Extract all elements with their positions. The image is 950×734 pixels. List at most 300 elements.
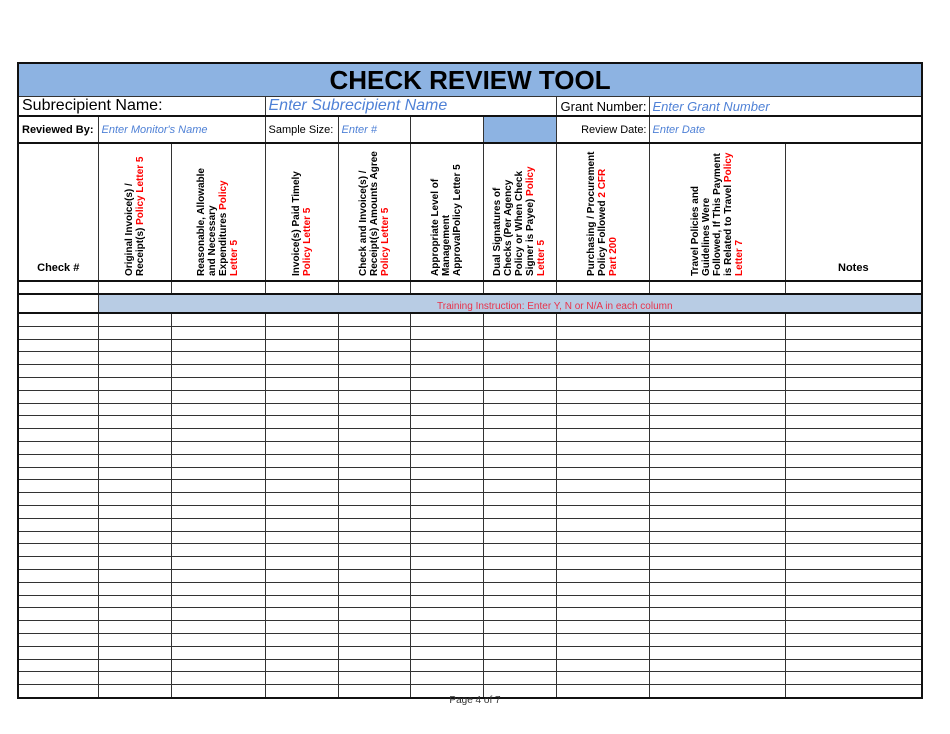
cell-paid-timely[interactable]	[265, 633, 338, 646]
cell-paid-timely[interactable]	[265, 518, 338, 531]
cell-original-invoice[interactable]	[98, 441, 171, 454]
cell-original-invoice[interactable]	[98, 672, 171, 685]
cell-travel[interactable]	[649, 339, 785, 352]
cell[interactable]	[556, 281, 649, 294]
cell-original-invoice[interactable]	[98, 377, 171, 390]
cell-travel[interactable]	[649, 633, 785, 646]
cell-amounts-agree[interactable]	[338, 454, 410, 467]
cell-travel[interactable]	[649, 569, 785, 582]
cell-procurement[interactable]	[556, 621, 649, 634]
cell-check-number[interactable]	[18, 365, 98, 378]
cell-procurement[interactable]	[556, 595, 649, 608]
cell-paid-timely[interactable]	[265, 429, 338, 442]
cell-paid-timely[interactable]	[265, 569, 338, 582]
cell-reasonable[interactable]	[171, 365, 265, 378]
cell-management-approval[interactable]	[410, 480, 483, 493]
cell-amounts-agree[interactable]	[338, 531, 410, 544]
cell-procurement[interactable]	[556, 544, 649, 557]
cell-check-number[interactable]	[18, 480, 98, 493]
cell-notes[interactable]	[785, 569, 922, 582]
cell-check-number[interactable]	[18, 339, 98, 352]
reviewed-by-input[interactable]: Enter Monitor's Name	[98, 116, 265, 143]
cell-check-number[interactable]	[18, 352, 98, 365]
cell-travel[interactable]	[649, 493, 785, 506]
cell-amounts-agree[interactable]	[338, 544, 410, 557]
cell-reasonable[interactable]	[171, 377, 265, 390]
cell-management-approval[interactable]	[410, 531, 483, 544]
cell-dual-signatures[interactable]	[483, 390, 556, 403]
cell-dual-signatures[interactable]	[483, 646, 556, 659]
cell-notes[interactable]	[785, 633, 922, 646]
cell-procurement[interactable]	[556, 531, 649, 544]
cell-travel[interactable]	[649, 480, 785, 493]
cell-management-approval[interactable]	[410, 454, 483, 467]
cell-check-number[interactable]	[18, 659, 98, 672]
cell-original-invoice[interactable]	[98, 352, 171, 365]
cell-reasonable[interactable]	[171, 352, 265, 365]
cell-dual-signatures[interactable]	[483, 326, 556, 339]
cell-paid-timely[interactable]	[265, 582, 338, 595]
cell-dual-signatures[interactable]	[483, 339, 556, 352]
cell-notes[interactable]	[785, 377, 922, 390]
cell-paid-timely[interactable]	[265, 313, 338, 326]
cell-amounts-agree[interactable]	[338, 646, 410, 659]
cell-paid-timely[interactable]	[265, 544, 338, 557]
cell-notes[interactable]	[785, 467, 922, 480]
cell-reasonable[interactable]	[171, 480, 265, 493]
cell[interactable]	[483, 281, 556, 294]
cell-notes[interactable]	[785, 339, 922, 352]
cell-travel[interactable]	[649, 313, 785, 326]
cell-amounts-agree[interactable]	[338, 416, 410, 429]
cell-amounts-agree[interactable]	[338, 467, 410, 480]
review-date-input[interactable]: Enter Date	[649, 116, 922, 143]
cell-management-approval[interactable]	[410, 429, 483, 442]
cell-paid-timely[interactable]	[265, 416, 338, 429]
cell-procurement[interactable]	[556, 493, 649, 506]
cell-reasonable[interactable]	[171, 672, 265, 685]
cell-procurement[interactable]	[556, 416, 649, 429]
cell-notes[interactable]	[785, 646, 922, 659]
cell-dual-signatures[interactable]	[483, 518, 556, 531]
cell-check-number[interactable]	[18, 672, 98, 685]
cell-management-approval[interactable]	[410, 390, 483, 403]
cell-dual-signatures[interactable]	[483, 672, 556, 685]
cell-notes[interactable]	[785, 595, 922, 608]
cell-notes[interactable]	[785, 365, 922, 378]
cell-procurement[interactable]	[556, 672, 649, 685]
cell-travel[interactable]	[649, 352, 785, 365]
cell-procurement[interactable]	[556, 608, 649, 621]
cell-original-invoice[interactable]	[98, 505, 171, 518]
cell-travel[interactable]	[649, 416, 785, 429]
cell-amounts-agree[interactable]	[338, 480, 410, 493]
cell-dual-signatures[interactable]	[483, 505, 556, 518]
cell-reasonable[interactable]	[171, 339, 265, 352]
cell-amounts-agree[interactable]	[338, 569, 410, 582]
cell-paid-timely[interactable]	[265, 659, 338, 672]
cell-dual-signatures[interactable]	[483, 595, 556, 608]
cell-amounts-agree[interactable]	[338, 493, 410, 506]
cell-travel[interactable]	[649, 659, 785, 672]
cell-management-approval[interactable]	[410, 582, 483, 595]
cell-notes[interactable]	[785, 403, 922, 416]
cell-reasonable[interactable]	[171, 390, 265, 403]
cell-paid-timely[interactable]	[265, 493, 338, 506]
cell-dual-signatures[interactable]	[483, 403, 556, 416]
cell-original-invoice[interactable]	[98, 557, 171, 570]
cell-paid-timely[interactable]	[265, 403, 338, 416]
cell-original-invoice[interactable]	[98, 646, 171, 659]
cell-reasonable[interactable]	[171, 569, 265, 582]
cell-management-approval[interactable]	[410, 313, 483, 326]
cell-management-approval[interactable]	[410, 518, 483, 531]
cell-dual-signatures[interactable]	[483, 569, 556, 582]
cell-reasonable[interactable]	[171, 467, 265, 480]
cell-check-number[interactable]	[18, 467, 98, 480]
cell-original-invoice[interactable]	[98, 569, 171, 582]
cell-management-approval[interactable]	[410, 377, 483, 390]
cell-notes[interactable]	[785, 416, 922, 429]
cell-amounts-agree[interactable]	[338, 672, 410, 685]
cell-amounts-agree[interactable]	[338, 390, 410, 403]
cell[interactable]	[171, 281, 265, 294]
cell-procurement[interactable]	[556, 659, 649, 672]
cell-check-number[interactable]	[18, 531, 98, 544]
cell-procurement[interactable]	[556, 441, 649, 454]
cell-procurement[interactable]	[556, 646, 649, 659]
cell-check-number[interactable]	[18, 429, 98, 442]
cell-travel[interactable]	[649, 557, 785, 570]
cell-check-number[interactable]	[18, 608, 98, 621]
cell-check-number[interactable]	[18, 403, 98, 416]
cell-reasonable[interactable]	[171, 595, 265, 608]
cell-paid-timely[interactable]	[265, 352, 338, 365]
sample-size-input[interactable]: Enter #	[338, 116, 410, 143]
cell-procurement[interactable]	[556, 557, 649, 570]
cell-travel[interactable]	[649, 403, 785, 416]
cell-notes[interactable]	[785, 544, 922, 557]
cell-procurement[interactable]	[556, 518, 649, 531]
cell-original-invoice[interactable]	[98, 582, 171, 595]
cell-procurement[interactable]	[556, 467, 649, 480]
cell-amounts-agree[interactable]	[338, 403, 410, 416]
cell-original-invoice[interactable]	[98, 403, 171, 416]
cell-reasonable[interactable]	[171, 493, 265, 506]
cell-check-number[interactable]	[18, 557, 98, 570]
cell-reasonable[interactable]	[171, 454, 265, 467]
cell-check-number[interactable]	[18, 441, 98, 454]
cell[interactable]	[18, 281, 98, 294]
subrecipient-input[interactable]: Enter Subrecipient Name	[265, 97, 556, 117]
cell-reasonable[interactable]	[171, 646, 265, 659]
cell-procurement[interactable]	[556, 569, 649, 582]
cell-amounts-agree[interactable]	[338, 582, 410, 595]
cell-original-invoice[interactable]	[98, 480, 171, 493]
cell-notes[interactable]	[785, 659, 922, 672]
cell-amounts-agree[interactable]	[338, 365, 410, 378]
cell-dual-signatures[interactable]	[483, 467, 556, 480]
cell-original-invoice[interactable]	[98, 531, 171, 544]
cell-notes[interactable]	[785, 518, 922, 531]
cell-amounts-agree[interactable]	[338, 633, 410, 646]
cell-amounts-agree[interactable]	[338, 595, 410, 608]
cell-dual-signatures[interactable]	[483, 659, 556, 672]
cell-notes[interactable]	[785, 352, 922, 365]
cell-dual-signatures[interactable]	[483, 416, 556, 429]
cell-dual-signatures[interactable]	[483, 365, 556, 378]
cell-paid-timely[interactable]	[265, 672, 338, 685]
cell-check-number[interactable]	[18, 493, 98, 506]
cell-procurement[interactable]	[556, 633, 649, 646]
cell-paid-timely[interactable]	[265, 557, 338, 570]
cell-check-number[interactable]	[18, 454, 98, 467]
cell-procurement[interactable]	[556, 429, 649, 442]
cell-procurement[interactable]	[556, 454, 649, 467]
cell-paid-timely[interactable]	[265, 646, 338, 659]
cell-original-invoice[interactable]	[98, 633, 171, 646]
cell-original-invoice[interactable]	[98, 339, 171, 352]
cell-check-number[interactable]	[18, 326, 98, 339]
cell-management-approval[interactable]	[410, 595, 483, 608]
cell-check-number[interactable]	[18, 313, 98, 326]
cell-dual-signatures[interactable]	[483, 377, 556, 390]
cell-original-invoice[interactable]	[98, 454, 171, 467]
cell-check-number[interactable]	[18, 390, 98, 403]
cell-management-approval[interactable]	[410, 365, 483, 378]
cell-notes[interactable]	[785, 441, 922, 454]
cell-check-number[interactable]	[18, 377, 98, 390]
cell-reasonable[interactable]	[171, 505, 265, 518]
cell-travel[interactable]	[649, 672, 785, 685]
cell-notes[interactable]	[785, 672, 922, 685]
cell-original-invoice[interactable]	[98, 313, 171, 326]
cell-reasonable[interactable]	[171, 608, 265, 621]
cell-original-invoice[interactable]	[98, 659, 171, 672]
cell-travel[interactable]	[649, 595, 785, 608]
cell-paid-timely[interactable]	[265, 608, 338, 621]
cell-original-invoice[interactable]	[98, 595, 171, 608]
cell-check-number[interactable]	[18, 633, 98, 646]
cell-amounts-agree[interactable]	[338, 326, 410, 339]
cell-original-invoice[interactable]	[98, 365, 171, 378]
cell-original-invoice[interactable]	[98, 326, 171, 339]
cell-procurement[interactable]	[556, 326, 649, 339]
cell-procurement[interactable]	[556, 505, 649, 518]
cell-management-approval[interactable]	[410, 569, 483, 582]
cell-travel[interactable]	[649, 544, 785, 557]
cell[interactable]	[338, 281, 410, 294]
cell-original-invoice[interactable]	[98, 544, 171, 557]
cell-paid-timely[interactable]	[265, 454, 338, 467]
cell-management-approval[interactable]	[410, 493, 483, 506]
cell-reasonable[interactable]	[171, 326, 265, 339]
cell-reasonable[interactable]	[171, 531, 265, 544]
cell-reasonable[interactable]	[171, 403, 265, 416]
cell-check-number[interactable]	[18, 518, 98, 531]
cell-check-number[interactable]	[18, 582, 98, 595]
cell-paid-timely[interactable]	[265, 339, 338, 352]
cell-paid-timely[interactable]	[265, 531, 338, 544]
cell-travel[interactable]	[649, 377, 785, 390]
cell-amounts-agree[interactable]	[338, 518, 410, 531]
cell-amounts-agree[interactable]	[338, 608, 410, 621]
cell-dual-signatures[interactable]	[483, 429, 556, 442]
cell-travel[interactable]	[649, 467, 785, 480]
cell-notes[interactable]	[785, 621, 922, 634]
cell-travel[interactable]	[649, 441, 785, 454]
cell-amounts-agree[interactable]	[338, 429, 410, 442]
grant-number-input[interactable]: Enter Grant Number	[649, 97, 922, 117]
cell-dual-signatures[interactable]	[483, 313, 556, 326]
cell-procurement[interactable]	[556, 403, 649, 416]
cell-notes[interactable]	[785, 454, 922, 467]
cell-amounts-agree[interactable]	[338, 313, 410, 326]
cell[interactable]	[410, 281, 483, 294]
cell-check-number[interactable]	[18, 505, 98, 518]
cell-notes[interactable]	[785, 480, 922, 493]
cell-travel[interactable]	[649, 505, 785, 518]
cell[interactable]	[785, 281, 922, 294]
cell-procurement[interactable]	[556, 365, 649, 378]
cell-original-invoice[interactable]	[98, 621, 171, 634]
cell-check-number[interactable]	[18, 416, 98, 429]
cell-travel[interactable]	[649, 531, 785, 544]
cell-notes[interactable]	[785, 505, 922, 518]
cell-management-approval[interactable]	[410, 608, 483, 621]
cell-procurement[interactable]	[556, 582, 649, 595]
cell-management-approval[interactable]	[410, 352, 483, 365]
cell-dual-signatures[interactable]	[483, 352, 556, 365]
cell-check-number[interactable]	[18, 544, 98, 557]
cell-management-approval[interactable]	[410, 326, 483, 339]
cell-reasonable[interactable]	[171, 429, 265, 442]
cell-paid-timely[interactable]	[265, 621, 338, 634]
cell-reasonable[interactable]	[171, 416, 265, 429]
cell-procurement[interactable]	[556, 480, 649, 493]
cell-travel[interactable]	[649, 365, 785, 378]
cell-check-number[interactable]	[18, 621, 98, 634]
cell-management-approval[interactable]	[410, 544, 483, 557]
cell-paid-timely[interactable]	[265, 390, 338, 403]
cell-notes[interactable]	[785, 608, 922, 621]
cell-original-invoice[interactable]	[98, 429, 171, 442]
cell-travel[interactable]	[649, 454, 785, 467]
cell-check-number[interactable]	[18, 595, 98, 608]
cell-dual-signatures[interactable]	[483, 480, 556, 493]
cell-amounts-agree[interactable]	[338, 339, 410, 352]
cell-travel[interactable]	[649, 621, 785, 634]
cell-reasonable[interactable]	[171, 557, 265, 570]
cell-management-approval[interactable]	[410, 339, 483, 352]
cell-paid-timely[interactable]	[265, 505, 338, 518]
cell-dual-signatures[interactable]	[483, 441, 556, 454]
cell-amounts-agree[interactable]	[338, 441, 410, 454]
cell-amounts-agree[interactable]	[338, 621, 410, 634]
cell[interactable]	[18, 294, 98, 313]
cell-management-approval[interactable]	[410, 646, 483, 659]
cell-reasonable[interactable]	[171, 544, 265, 557]
cell-management-approval[interactable]	[410, 467, 483, 480]
cell-paid-timely[interactable]	[265, 365, 338, 378]
cell-reasonable[interactable]	[171, 313, 265, 326]
cell-original-invoice[interactable]	[98, 493, 171, 506]
cell-management-approval[interactable]	[410, 557, 483, 570]
cell-procurement[interactable]	[556, 313, 649, 326]
cell-notes[interactable]	[785, 557, 922, 570]
cell-paid-timely[interactable]	[265, 480, 338, 493]
cell-notes[interactable]	[785, 493, 922, 506]
cell-check-number[interactable]	[18, 569, 98, 582]
cell-original-invoice[interactable]	[98, 390, 171, 403]
cell-reasonable[interactable]	[171, 441, 265, 454]
cell-reasonable[interactable]	[171, 633, 265, 646]
cell-procurement[interactable]	[556, 377, 649, 390]
cell-reasonable[interactable]	[171, 582, 265, 595]
cell-amounts-agree[interactable]	[338, 505, 410, 518]
cell-amounts-agree[interactable]	[338, 659, 410, 672]
cell-original-invoice[interactable]	[98, 416, 171, 429]
cell-amounts-agree[interactable]	[338, 377, 410, 390]
cell-dual-signatures[interactable]	[483, 582, 556, 595]
cell[interactable]	[265, 281, 338, 294]
cell-paid-timely[interactable]	[265, 326, 338, 339]
cell-paid-timely[interactable]	[265, 441, 338, 454]
cell-management-approval[interactable]	[410, 403, 483, 416]
cell-dual-signatures[interactable]	[483, 454, 556, 467]
cell-notes[interactable]	[785, 326, 922, 339]
cell-paid-timely[interactable]	[265, 595, 338, 608]
cell-travel[interactable]	[649, 429, 785, 442]
cell-travel[interactable]	[649, 518, 785, 531]
cell-dual-signatures[interactable]	[483, 633, 556, 646]
cell-management-approval[interactable]	[410, 621, 483, 634]
cell-travel[interactable]	[649, 582, 785, 595]
cell-dual-signatures[interactable]	[483, 608, 556, 621]
cell-original-invoice[interactable]	[98, 467, 171, 480]
cell-management-approval[interactable]	[410, 505, 483, 518]
cell-dual-signatures[interactable]	[483, 557, 556, 570]
cell-dual-signatures[interactable]	[483, 621, 556, 634]
cell-management-approval[interactable]	[410, 659, 483, 672]
cell-management-approval[interactable]	[410, 672, 483, 685]
cell-amounts-agree[interactable]	[338, 557, 410, 570]
cell-reasonable[interactable]	[171, 621, 265, 634]
cell-notes[interactable]	[785, 429, 922, 442]
cell-amounts-agree[interactable]	[338, 352, 410, 365]
cell-notes[interactable]	[785, 531, 922, 544]
cell-original-invoice[interactable]	[98, 608, 171, 621]
cell-procurement[interactable]	[556, 352, 649, 365]
cell-procurement[interactable]	[556, 390, 649, 403]
cell-dual-signatures[interactable]	[483, 531, 556, 544]
cell-paid-timely[interactable]	[265, 377, 338, 390]
cell-notes[interactable]	[785, 390, 922, 403]
cell[interactable]	[649, 281, 785, 294]
cell-travel[interactable]	[649, 608, 785, 621]
cell-travel[interactable]	[649, 326, 785, 339]
cell-notes[interactable]	[785, 582, 922, 595]
cell-travel[interactable]	[649, 646, 785, 659]
cell-paid-timely[interactable]	[265, 467, 338, 480]
cell-reasonable[interactable]	[171, 518, 265, 531]
cell-management-approval[interactable]	[410, 416, 483, 429]
cell-original-invoice[interactable]	[98, 518, 171, 531]
cell-check-number[interactable]	[18, 646, 98, 659]
cell-reasonable[interactable]	[171, 659, 265, 672]
cell-management-approval[interactable]	[410, 633, 483, 646]
cell-dual-signatures[interactable]	[483, 544, 556, 557]
